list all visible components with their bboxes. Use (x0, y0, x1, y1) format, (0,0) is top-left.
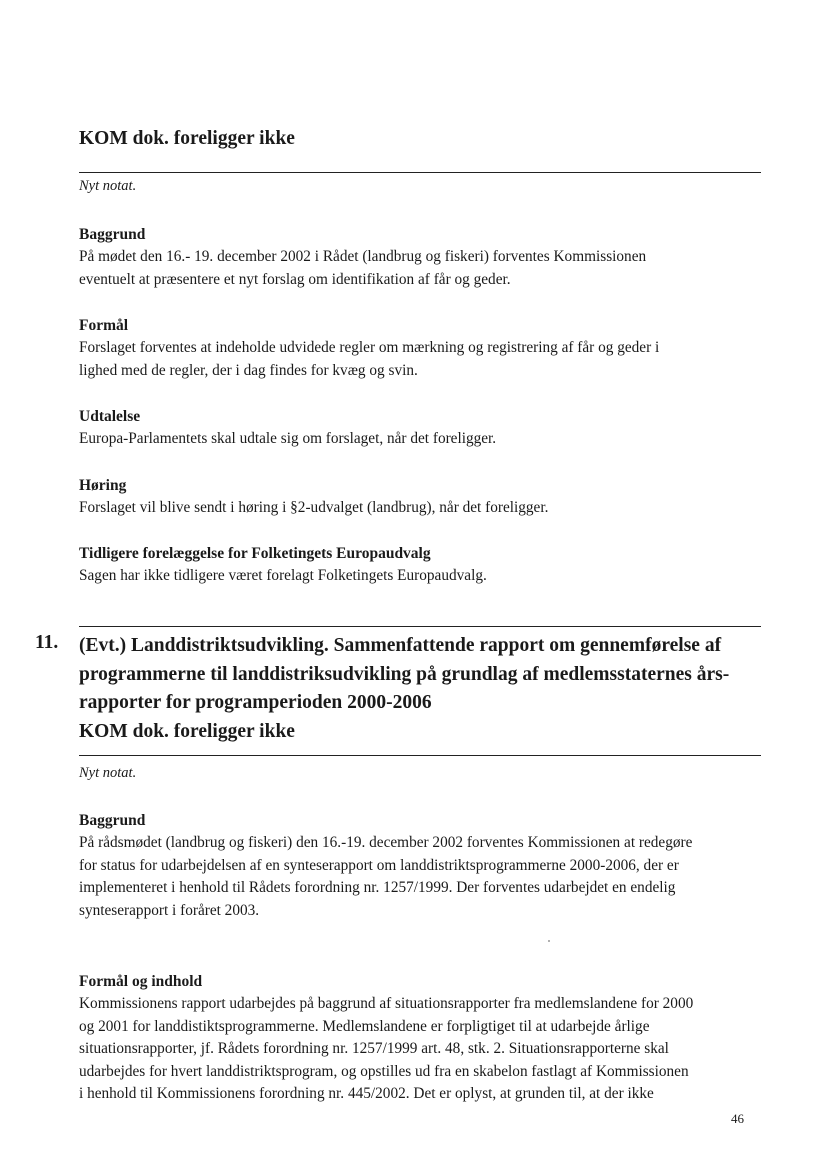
note-label: Nyt notat. (79, 178, 137, 194)
heading-baggrund: Baggrund (79, 226, 146, 243)
paragraph-tidligere: Sagen har ikke tidligere været forelagt Folketingets Europaudvalg. (79, 567, 487, 584)
scan-speck (548, 940, 550, 942)
paragraph-udtalelse: Europa-Parlamentets skal udtale sig om forslaget, når det foreligger. (79, 430, 497, 447)
heading-baggrund-2: Baggrund (79, 812, 146, 829)
paragraph-formaal-indhold: Kommissionens rapport udarbejdes på baggrund af situationsrapporter fra medlemslandene for 2000 og 2001 for landdistiktsprogrammerne. Medlemslandene er forpligtiget til at udarbejde årlige situationsrapporter, jf. Rådets forordning nr. 1257/1999 art. 48, stk. 2. Situationsrapporterne skal udarbejdes for hvert landdistriktsprogram, og opstilles ud fra en skabelon fastlagt af Kommissionen i henhold til Kommissionens forordning nr. 445/2002. Det er oplyst, at grunden til, at der ikke (79, 995, 694, 1102)
heading-udtalelse: Udtalelse (79, 408, 141, 425)
heading-tidligere: Tidligere forelæggelse for Folketingets Europaudvalg (79, 545, 431, 562)
paragraph-formaal: Forslaget forventes at indeholde udvidede regler om mærkning og registrering af får og geder i lighed med de regler, der i dag findes for kvæg og svin. (79, 339, 660, 379)
section-rule (79, 172, 761, 173)
heading-formaal-indhold: Formål og indhold (79, 973, 203, 990)
paragraph-baggrund: På mødet den 16.- 19. december 2002 i Rådet (landbrug og fiskeri) forventes Kommissionen eventuelt at præsentere et nyt forslag om identifikation af får og geder. (79, 248, 647, 288)
paragraph-hoering: Forslaget vil blive sendt i høring i §2-udvalget (landbrug), når det foreligger. (79, 499, 549, 516)
section-rule (79, 626, 761, 627)
heading-formaal: Formål (79, 317, 129, 334)
heading-hoering: Høring (79, 477, 127, 494)
page-number: 46 (731, 1111, 744, 1126)
item-number: 11. (35, 632, 59, 653)
section-rule (79, 755, 761, 756)
note-label: Nyt notat. (79, 765, 137, 781)
item-title: (Evt.) Landdistriktsudvikling. Sammenfattende rapport om gennemførelse af programmerne til landdistriksudvikling på grundlag af medlemsstaternes års- rapporter for programperioden 2000-2006 KOM dok. foreligger ikke (79, 635, 730, 742)
kom-status-heading: KOM dok. foreligger ikke (79, 128, 295, 149)
paragraph-baggrund-2: På rådsmødet (landbrug og fiskeri) den 16.-19. december 2002 forventes Kommissionen at redegøre for status for udarbejdelsen af en synteserapport om landdistriktsprogrammerne 2000-2006, der er implementeret i henhold til Rådets forordning nr. 1257/1999. Der forventes udarbejdet en endelig synteserapport i foråret 2003. (79, 834, 693, 919)
